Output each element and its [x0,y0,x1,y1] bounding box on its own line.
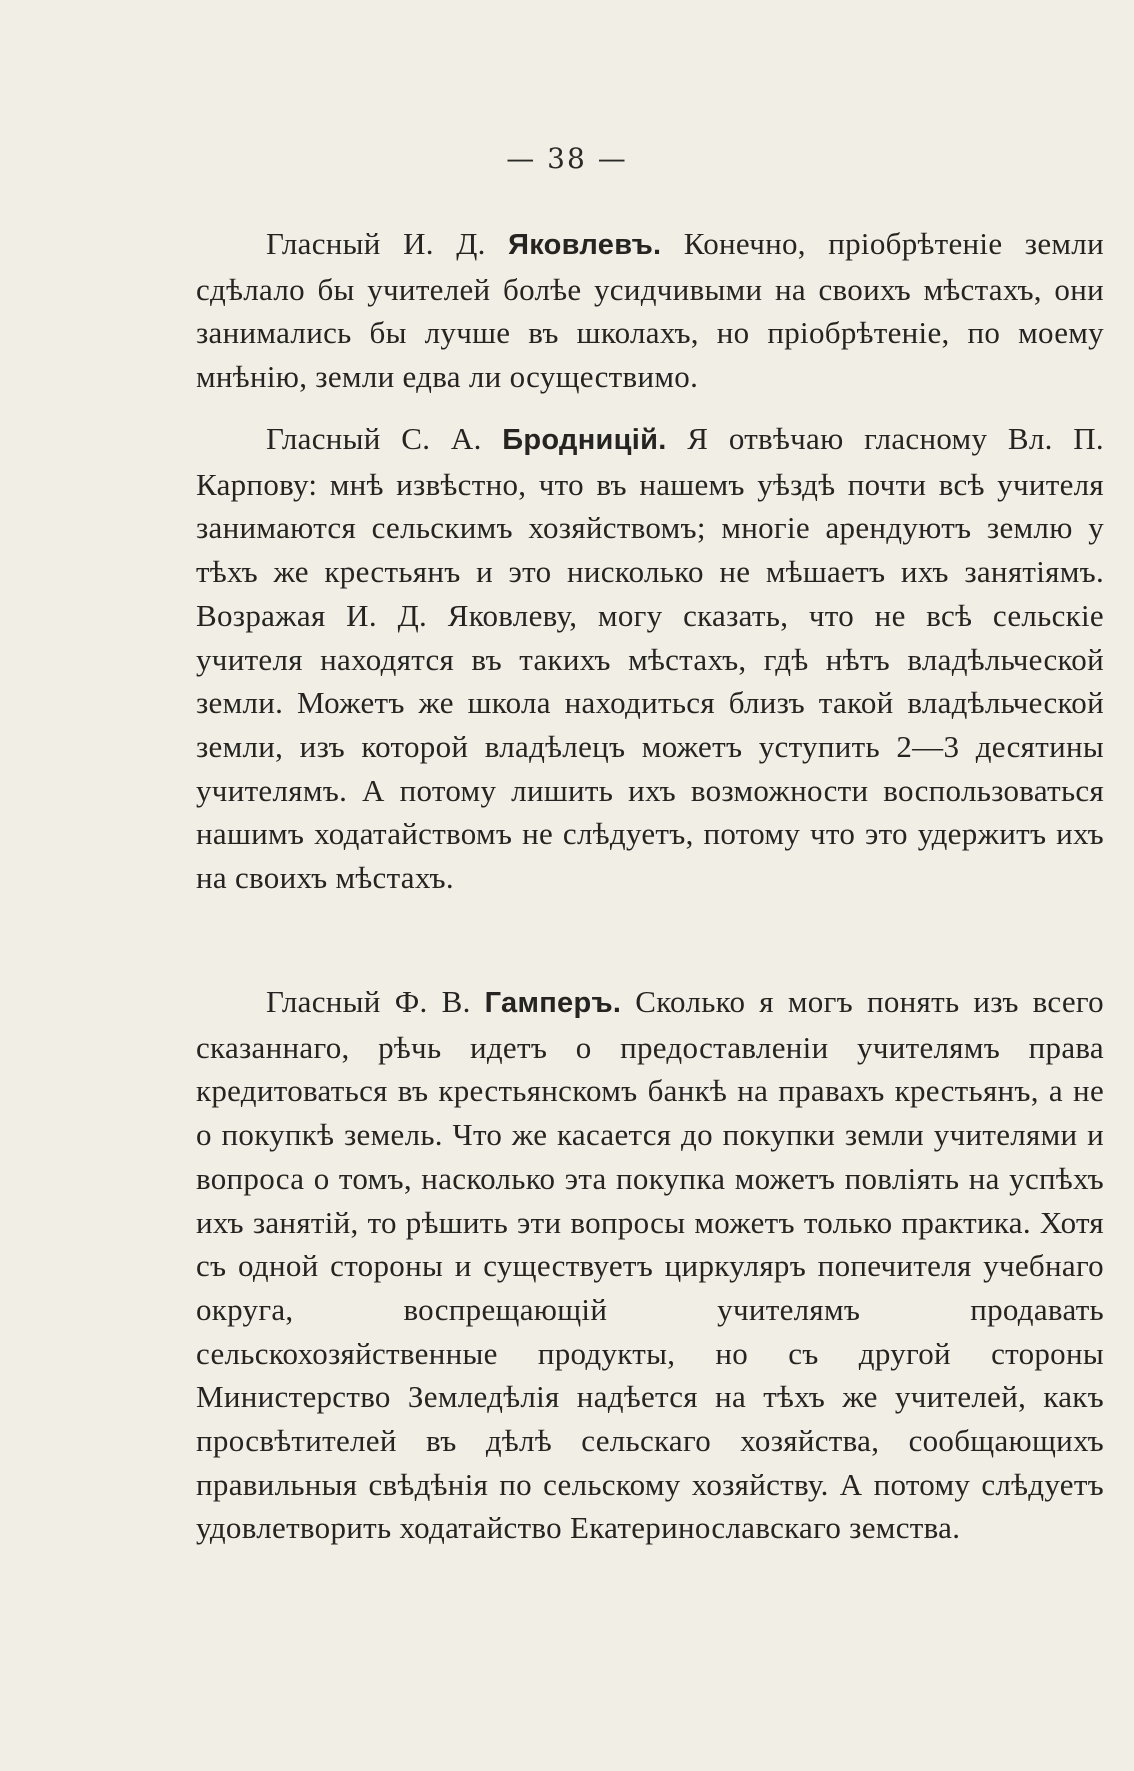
speech-paragraph-gamper [196,980,1104,1550]
speaker-name: Яковлевъ. [508,229,662,261]
paragraph-text: Сколько я могъ понять изъ всего сказаннаго, рѣчь идетъ о предоставленіи учителямъ права кредитоваться въ крестьянскомъ банкѣ на правахъ крестьянъ, а не о покупкѣ земель. Что же касается до покупки земли учителями и вопроса о томъ, насколько эта покупка можетъ повліять на успѣхъ ихъ занятій, то рѣшить эти вопросы можетъ только практика. Хотя съ одной стороны и существуетъ циркуляръ попечителя учебнаго округа, воспрещающій учителямъ продавать сельскохозяйственные продукты, но съ другой стороны Министерство Земледѣлія надѣется на тѣхъ же учителей, какъ просвѣтителей въ дѣлѣ сельскаго хозяйства, сообщающихъ правильныя свѣдѣнія по сельскому хозяйству. А потому слѣдуетъ удовлетворить ходатайство Екатеринославскаго земства. [196,984,1104,1546]
speech-paragraph-brodnitsky [196,417,1104,900]
speaker-title: Гласный С. А. [266,421,482,456]
speaker-name: Бродницій. [502,424,667,456]
speaker-title: Гласный И. Д. [266,226,486,261]
paragraph [196,417,1104,900]
speaker-title: Гласный Ф. В. [266,984,471,1019]
paragraph [196,980,1104,1550]
speech-paragraph-yakovlev [196,222,1104,399]
paragraph [196,222,1104,399]
paragraph-text: Я отвѣчаю гласному Вл. П. Карпову: мнѣ извѣстно, что въ нашемъ уѣздѣ почти всѣ учителя занимаются сельскимъ хозяйствомъ; многіе арендуютъ землю у тѣхъ же крестьянъ и это нисколько не мѣшаетъ ихъ занятіямъ. Возражая И. Д. Яковлеву, могу сказать, что не всѣ сельскіе учителя находятся въ такихъ мѣстахъ, гдѣ нѣтъ владѣльческой земли. Можетъ же школа находиться близъ такой владѣльческой земли, изъ которой владѣлецъ можетъ уступить 2—3 десятины учителямъ. А потому лишить ихъ возможности воспользоваться нашимъ ходатайствомъ не слѣдуетъ, потому что это удержитъ ихъ на своихъ мѣстахъ. [196,421,1104,896]
paragraph-text: Конечно, пріобрѣтеніе земли сдѣлало бы учителей болѣе усидчивыми на своихъ мѣстахъ, они занимались бы лучше въ школахъ, но пріобрѣтеніе, по моему мнѣнію, земли едва ли осуществимо. [196,226,1104,395]
page-number: — 38 — [506,142,628,175]
speaker-name: Гамперъ. [484,987,622,1019]
